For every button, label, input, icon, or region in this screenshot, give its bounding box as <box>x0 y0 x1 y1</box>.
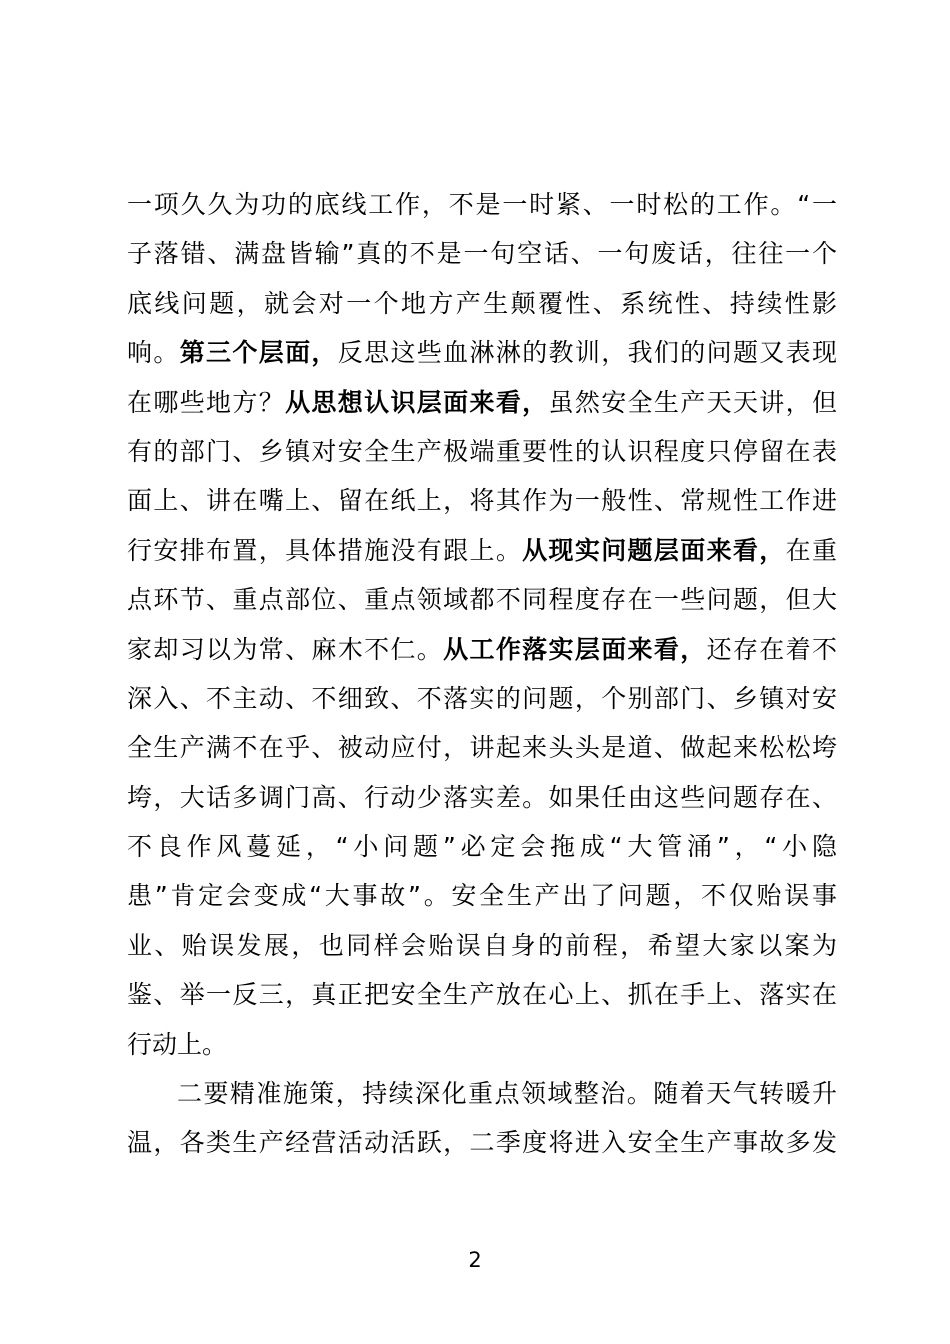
text-segment: 响。 <box>127 338 180 368</box>
text-line <box>127 822 837 871</box>
text-segment: 面上、讲在嘴上、留在纸上，将其作为一般性、常规性工作进 <box>127 486 837 516</box>
text-segment: 在哪些地方？ <box>127 387 286 417</box>
text-line <box>127 625 837 674</box>
text-line <box>127 526 837 575</box>
text-line <box>127 1118 837 1167</box>
text-line <box>127 427 837 476</box>
text-line <box>127 229 837 278</box>
text-line <box>127 180 837 229</box>
text-line <box>127 674 837 723</box>
text-line <box>127 476 837 525</box>
text-line <box>127 723 837 772</box>
text-segment: 二要精准施策，持续深化重点领域整治。 <box>177 1079 654 1109</box>
text-line <box>127 773 837 822</box>
text-line <box>127 1020 837 1069</box>
bold-text-segment: 从现实问题层面来看， <box>522 535 786 565</box>
text-segment: 行安排布置，具体措施没有跟上。 <box>127 535 523 565</box>
text-line <box>127 328 837 377</box>
text-segment: 全生产满不在乎、被动应付，讲起来头头是道、做起来松松垮 <box>127 733 837 763</box>
text-segment: 业、贻误发展，也同样会贻误自身的前程，希望大家以案为 <box>127 930 837 960</box>
text-segment: 反思这些血淋淋的教训，我们的问题又表现 <box>337 338 837 368</box>
bold-text-segment: 从思想认识层面来看， <box>285 387 549 417</box>
text-segment: 子落错、满盘皆输”真的不是一句空话、一句废话，往往一个 <box>127 239 837 269</box>
text-segment: 有的部门、乡镇对安全生产极端重要性的认识程度只停留在表 <box>127 436 837 466</box>
body-text <box>127 180 837 1168</box>
text-segment: 随着天气转暖升 <box>653 1079 837 1109</box>
text-segment: 患”肯定会变成“大事故”。安全生产出了问题，不仅贻误事 <box>127 881 837 911</box>
text-segment: 不良作风蔓延，“小问题”必定会拖成“大管涌”，“小隐 <box>127 832 837 862</box>
text-line <box>127 921 837 970</box>
page-number: 2 <box>468 1248 482 1272</box>
text-segment: 在重 <box>785 535 837 565</box>
text-segment: 还存在着不 <box>706 634 837 664</box>
text-segment: 点环节、重点部位、重点领域都不同程度存在一些问题，但大 <box>127 585 837 615</box>
text-segment: 深入、不主动、不细致、不落实的问题，个别部门、乡镇对安 <box>127 683 837 713</box>
text-segment: 温，各类生产经营活动活跃，二季度将进入安全生产事故多发 <box>127 1128 837 1158</box>
text-line <box>127 575 837 624</box>
text-segment: 一项久久为功的底线工作，不是一时紧、一时松的工作。“一 <box>127 190 837 219</box>
text-segment: 行动上。 <box>127 1029 228 1059</box>
text-segment: 家却习以为常、麻木不仁。 <box>127 634 444 664</box>
text-segment: 鉴、举一反三，真正把安全生产放在心上、抓在手上、落实在 <box>127 980 837 1010</box>
text-line <box>127 279 837 328</box>
text-segment: 虽然安全生产天天讲，但 <box>548 387 837 417</box>
text-line <box>127 1069 837 1118</box>
bold-text-segment: 从工作落实层面来看， <box>443 634 707 664</box>
text-line <box>127 378 837 427</box>
bold-text-segment: 第三个层面， <box>179 338 338 368</box>
text-line <box>127 970 837 1019</box>
text-line <box>127 871 837 920</box>
text-segment: 底线问题，就会对一个地方产生颠覆性、系统性、持续性影 <box>127 288 837 318</box>
text-segment: 垮，大话多调门高、行动少落实差。如果任由这些问题存在、 <box>127 782 837 812</box>
